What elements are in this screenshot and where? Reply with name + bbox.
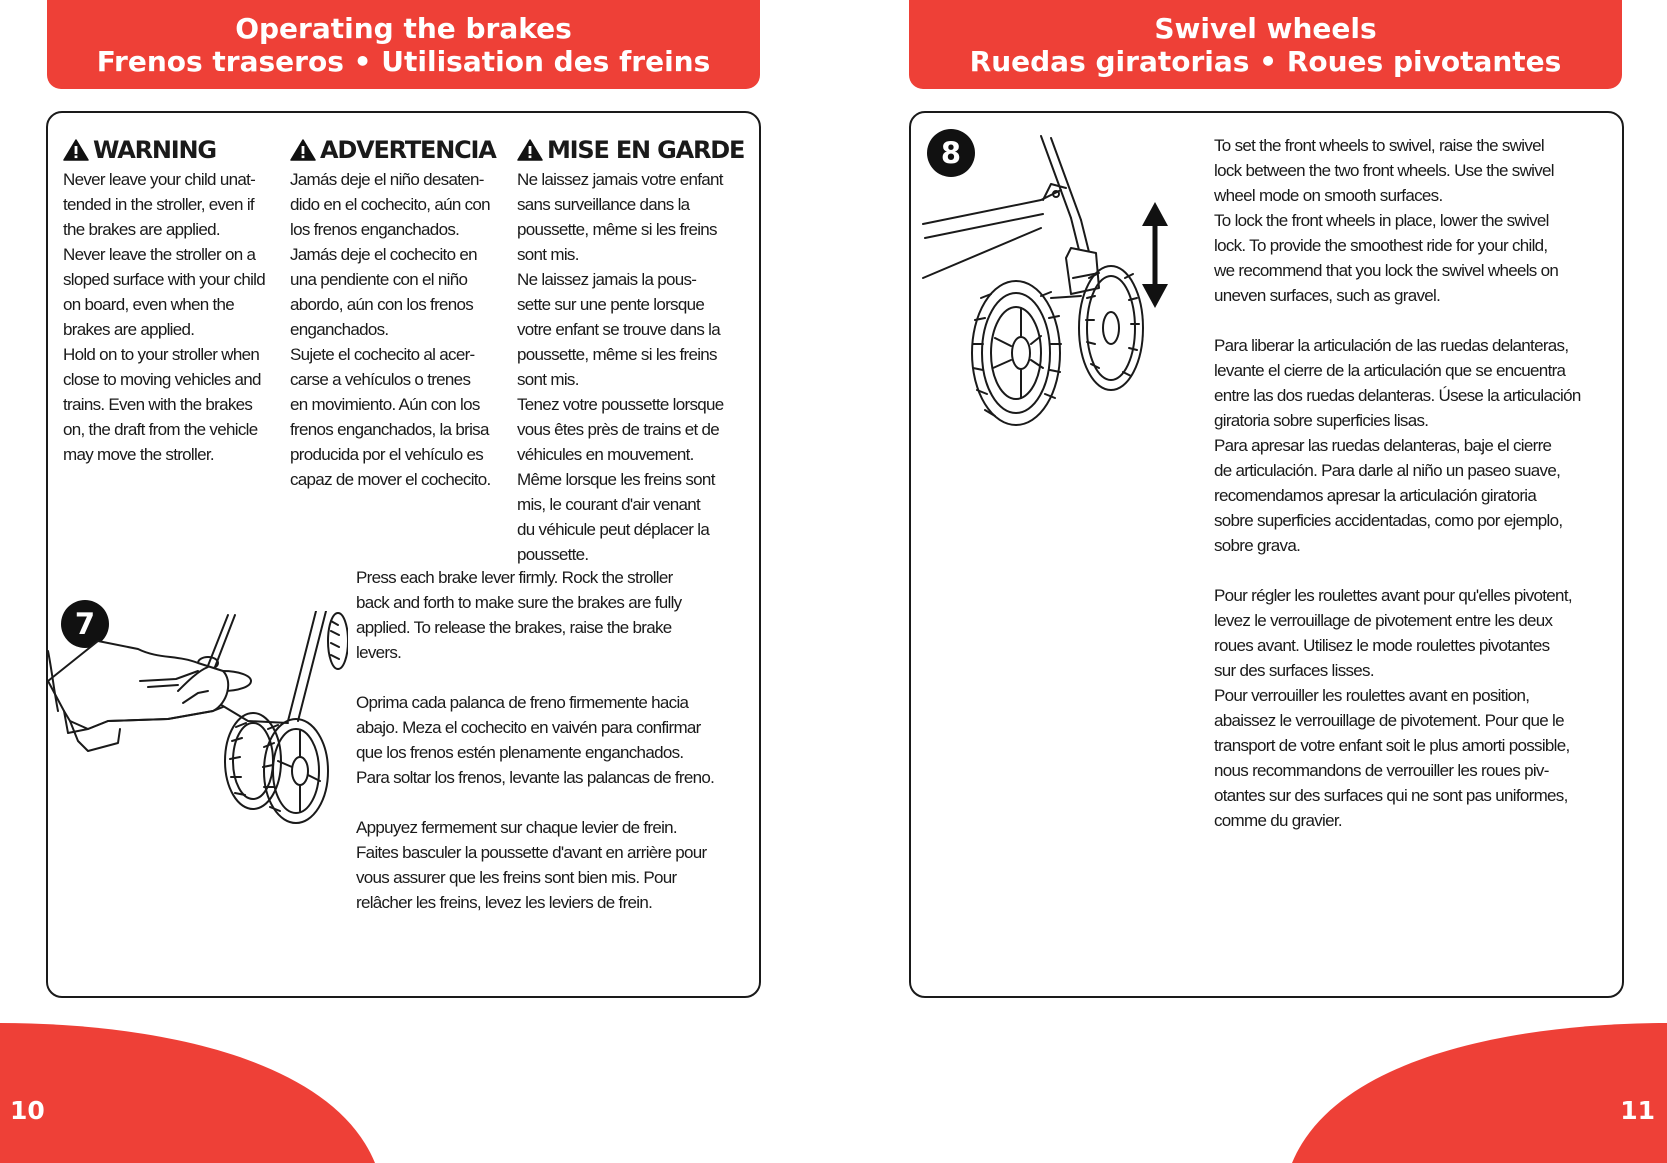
warning-title-french: MISE EN GARDE [547,136,745,164]
right-page-header [909,0,1622,89]
swivel-panel [909,111,1624,998]
warning-text-spanish: Jamás deje el niño desaten- dido en el cochecito, aún con los frenos enganchados. Jamás deje el cochecito en una pendiente con el niño abordo, aún con los frenos enganchados. Sujete el cochecito al acer- carse a vehículos o trenes en movimiento. Aún con los frenos enganchados, la brisa producida por el vehículo es capaz de mover el cochecito. [290,170,491,489]
swivel-instructions-french: Pour régler les roulettes avant pour qu'elles pivotent, levez le verrouillage de pivotement entre les deux roues avant. Utilisez le mode roulettes pivotantes sur des surfaces lisses. Pour verrouiller les roulettes avant en position, abaissez le verrouillage de pivotement. Pour que le transport de votre enfant soit le plus amorti possible, nous recommandons de verrouiller les roues piv- otantes sur des surfaces qui ne sont pas uniformes, comme du gravier. [1214,586,1572,830]
warning-text-french: Ne laissez jamais votre enfant sans surveillance dans la poussette, même si les freins sont mis. Ne laissez jamais la pous- sette sur une pente lorsque votre enfant se trouve dans la poussette, même si les freins sont mis. Tenez votre poussette lorsque vous êtes près de trains et de véhicules en mouvement. Même lorsque les freins sont mis, le courant d'air venant du véhicule peut déplacer la poussette. [517,170,724,564]
step-7-badge: 7 [61,600,109,648]
warning-spanish [290,135,515,492]
brake-foot-pedal-illustration [48,611,348,841]
right-header-title: Swivel wheels [1154,11,1377,45]
warning-english [63,135,288,467]
swivel-wheel-illustration [921,128,1171,428]
left-header-subtitle: Frenos traseros • Utilisation des freins [96,44,711,78]
warning-triangle-icon [63,139,89,161]
up-down-arrow-icon [1142,202,1168,308]
warning-triangle-icon [290,139,316,161]
brakes-panel [46,111,761,998]
left-header-title: Operating the brakes [235,11,572,45]
brakes-instructions-spanish: Oprima cada palanca de freno firmemente hacia abajo. Meza el cochecito en vaivén para confirmar que los frenos estén plenamente enganchados. Para soltar los frenos, levante las palancas de freno. [356,693,715,787]
warning-title-spanish: ADVERTENCIA [320,136,496,164]
brakes-instructions [356,565,746,940]
swivel-instructions-english: To set the front wheels to swivel, raise the swivel lock between the two front wheels. Use the swivel wheel mode on smooth surfaces. To lock the front wheels in place, lower the swivel lock. To provide the smoothest ride for your child, we recommend that you lock the swivel wheels on uneven surfaces, such as gravel. [1214,136,1559,305]
page-number-right: 11 [1620,1096,1655,1125]
right-header-subtitle: Ruedas giratorias • Roues pivotantes [969,44,1562,78]
warning-text-english: Never leave your child unat- tended in the stroller, even if the brakes are applied. Never leave the stroller on a sloped surface with your child on board, even when the brakes are applied. Hold on to your stroller when close to moving vehicles and trains. Even with the brakes on, the draft from the vehicle may move the stroller. [63,170,266,464]
left-page-header [47,0,760,89]
swivel-instructions-spanish: Para liberar la articulación de las ruedas delanteras, levante el cierre de la articulación que se encuentra entre las dos ruedas delanteras. Úsese la articulación giratoria sobre superficies lisas. Para apresar las ruedas delanteras, baje el cierre de articulación. Para darle al niño un paseo suave, recomendamos apresar la articulación giratoria sobre superficies accidentadas, como por ejemplo, sobre grava. [1214,336,1581,555]
page-number-left: 10 [10,1096,45,1125]
warning-french [517,135,745,567]
right-page-corner-decoration [1287,1023,1667,1163]
brakes-instructions-french: Appuyez fermement sur chaque levier de frein. Faites basculer la poussette d'avant en arrière pour vous assurer que les freins sont bien mis. Pour relâcher les freins, levez les leviers de frein. [356,818,707,912]
step-8-badge: 8 [927,129,975,177]
brakes-instructions-english: Press each brake lever firmly. Rock the stroller back and forth to make sure the brakes are fully applied. To release the brakes, raise the brake levers. [356,568,682,662]
warning-title-english: WARNING [93,136,216,164]
left-page-corner-decoration [0,1023,380,1163]
swivel-instructions [1214,133,1614,858]
warning-triangle-icon [517,139,543,161]
